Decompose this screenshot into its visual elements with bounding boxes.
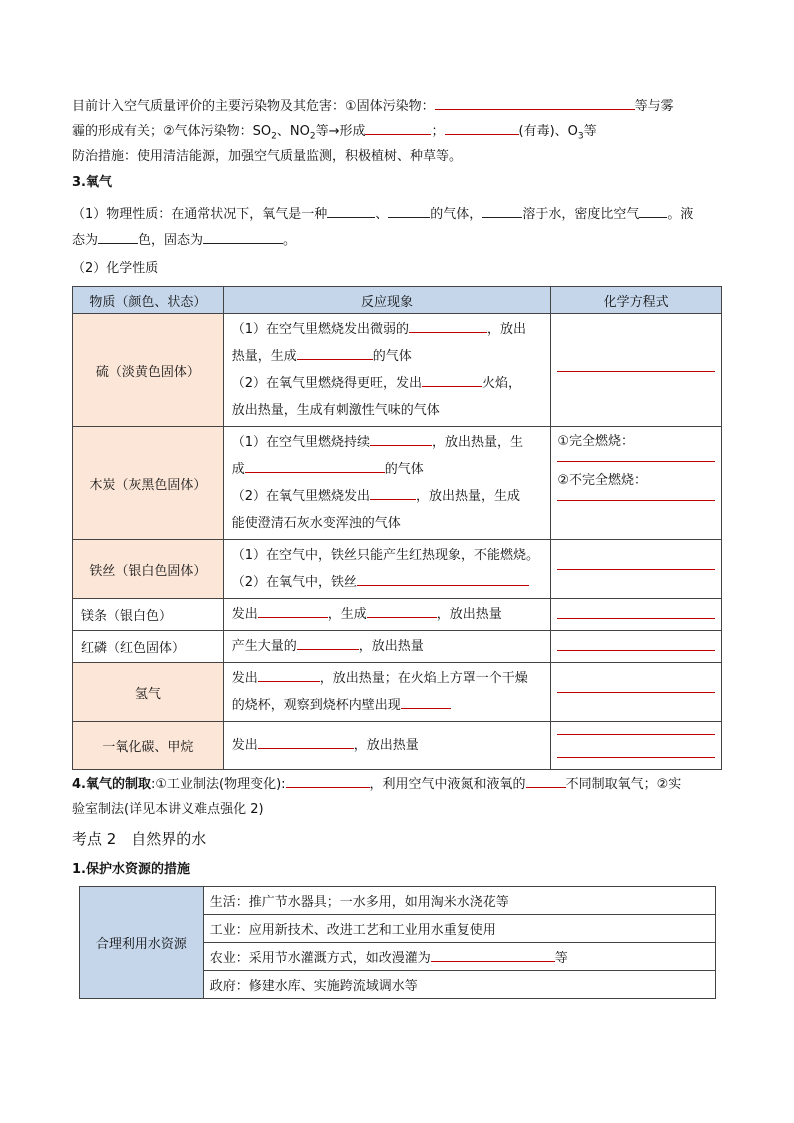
equation-phosphorus (551, 631, 722, 663)
table-row (73, 427, 722, 540)
phenomenon-charcoal (223, 427, 551, 540)
equation-hydrogen (551, 663, 722, 722)
intro-line-3: 防治措施：使用清洁能源，加强空气质量监测，积极植树、种草等。 (72, 149, 463, 164)
blank[interactable] (409, 318, 487, 333)
text: ，利用空气中液氮和液氧的 (369, 777, 526, 792)
text: 的烧杯，观察到烧杯内壁出现 (231, 698, 401, 713)
text: ，放出 (486, 322, 526, 337)
equation-co-methane (551, 722, 722, 770)
water-row-life: 生活：推广节水器具；一水多用，如用淘米水浇花等 (203, 887, 715, 915)
blank[interactable] (431, 947, 555, 962)
text: （1）在空气里燃烧持续 (231, 435, 370, 450)
preparation-line-2: 验室制法(详见本讲义难点强化 2) (72, 802, 264, 817)
text: ，放出热量，生成 (415, 489, 520, 504)
blank[interactable] (401, 694, 451, 709)
text: ，放出热量，生 (431, 435, 523, 450)
heading-text: 1.保护水资源的措施 (72, 862, 190, 877)
substance-co-methane: 一氧化碳、甲烷 (73, 722, 224, 770)
text: 态为 (72, 233, 99, 248)
substance-hydrogen: 氢气 (73, 663, 224, 722)
physical-line-2 (72, 229, 722, 252)
text: （2）在氧气里燃烧发出 (231, 489, 370, 504)
text: 的气体 (384, 462, 424, 477)
equation-charcoal (551, 427, 722, 540)
blank[interactable] (258, 734, 354, 749)
text: （1）物理性质：在通常状况下，氧气是一种 (72, 207, 328, 222)
intro-text: 、NO (276, 124, 310, 139)
text: ，放出热量 (353, 738, 419, 753)
equation-blank[interactable] (557, 734, 715, 735)
text: 色，固态为 (138, 233, 204, 248)
text: ，放出热量；在火焰上方罩一个干燥 (319, 671, 528, 686)
text: （2）在氧气里燃烧得更旺，发出 (231, 376, 422, 391)
preparation-line-1 (72, 773, 722, 796)
text: ②不完全燃烧： (557, 473, 647, 488)
intro-text: ； (431, 124, 445, 139)
phenomenon-magnesium (223, 599, 551, 631)
intro-text: 等→形成 (315, 124, 366, 139)
text: （1）在空气中，铁丝只能产生红热现象，不能燃烧。 (231, 548, 539, 563)
text: ①完全燃烧： (557, 434, 634, 449)
text: ，放出热量 (436, 607, 502, 622)
blank[interactable] (297, 345, 373, 360)
blank[interactable] (327, 203, 375, 218)
intro-text: (有毒)、O (518, 124, 578, 139)
substance-sulfur: 硫（淡黄色固体） (73, 314, 224, 427)
water-row-government: 政府：修建水库、实施跨流域调水等 (203, 971, 715, 999)
text: 。 (283, 233, 297, 248)
phenomenon-hydrogen (223, 663, 551, 722)
text: 发出 (231, 738, 258, 753)
water-row-agriculture (203, 943, 715, 971)
water-measures-table (79, 886, 716, 999)
intro-text: 目前计入空气质量评价的主要污染物及其危害：①固体污染物： (72, 99, 435, 114)
text: 放出热量，生成有刺激性气味的气体 (231, 403, 440, 418)
intro-line-1 (72, 95, 722, 118)
equation-blank[interactable] (557, 569, 715, 570)
blank[interactable] (286, 773, 370, 788)
blank[interactable] (258, 667, 320, 682)
header-phenomenon: 反应现象 (223, 287, 551, 314)
table-row (73, 631, 722, 663)
table-row (80, 887, 716, 915)
table-header-row (73, 287, 722, 314)
subscript: 2 (271, 131, 277, 142)
chemical-properties-table (72, 286, 722, 770)
text: 等 (554, 951, 568, 966)
text: 溶于水，密度比空气 (522, 207, 640, 222)
blank[interactable] (367, 603, 437, 618)
physical-line-1 (72, 203, 722, 226)
header-substance: 物质（颜色、状态） (73, 287, 224, 314)
blank[interactable] (98, 229, 138, 244)
text: :①工业制法(物理变化): (150, 777, 286, 792)
equation-blank[interactable] (557, 757, 715, 758)
text: （2）在氧气中，铁丝 (231, 575, 357, 590)
blank[interactable] (526, 773, 566, 788)
text: 发出 (231, 671, 258, 686)
blank[interactable] (365, 120, 431, 135)
text: 、 (375, 207, 389, 222)
substance-phosphorus: 红磷（红色固体） (73, 631, 224, 663)
equation-magnesium (551, 599, 722, 631)
intro-text: 等与雾 (634, 99, 674, 114)
blank[interactable] (639, 203, 667, 218)
blank[interactable] (357, 571, 529, 586)
blank[interactable] (388, 203, 430, 218)
blank[interactable] (435, 95, 635, 110)
equation-sulfur (551, 314, 722, 427)
water-row-industry: 工业：应用新技术、改进工艺和工业用水重复使用 (203, 915, 715, 943)
phenomenon-phosphorus (223, 631, 551, 663)
section2-title: 考点 2 自然界的水 (72, 830, 207, 848)
table-row (73, 663, 722, 722)
substance-charcoal: 木炭（灰黑色固体） (73, 427, 224, 540)
text: 不同制取氧气；②实 (565, 777, 682, 792)
blank[interactable] (203, 229, 283, 244)
substance-iron: 铁丝（银白色固体） (73, 540, 224, 599)
blank[interactable] (482, 203, 522, 218)
table-row (73, 722, 722, 770)
water-label: 合理利用水资源 (80, 887, 204, 999)
text: 农业：采用节水灌溉方式，如改漫灌为 (209, 951, 431, 966)
text: ，生成 (327, 607, 367, 622)
text: 火焰， (481, 376, 521, 391)
oxygen-heading (72, 172, 722, 194)
phenomenon-co-methane (223, 722, 551, 770)
table-row (73, 540, 722, 599)
blank[interactable] (422, 372, 482, 387)
equation-blank[interactable] (557, 618, 715, 619)
text: 发出 (231, 607, 258, 622)
blank[interactable] (445, 120, 519, 135)
subscript: 2 (309, 131, 316, 142)
text: 。液 (667, 207, 694, 222)
equation-blank[interactable] (557, 650, 715, 651)
phenomenon-sulfur (223, 314, 551, 427)
heading-text: 3.氧气 (72, 175, 112, 190)
text: 能使澄清石灰水变浑浊的气体 (231, 516, 401, 531)
table-row (73, 599, 722, 631)
water-heading (72, 859, 722, 881)
equation-iron (551, 540, 722, 599)
text: ，放出热量 (358, 639, 424, 654)
table-row (73, 314, 722, 427)
header-equation: 化学方程式 (551, 287, 722, 314)
blank[interactable] (370, 485, 416, 500)
text: 成 (231, 462, 245, 477)
equation-blank[interactable] (557, 692, 715, 693)
substance-magnesium: 镁条（银白色） (73, 599, 224, 631)
blank[interactable] (370, 431, 432, 446)
text: 的气体 (372, 349, 412, 364)
heading-text: 4.氧气的制取 (72, 777, 151, 792)
equation-blank[interactable] (557, 371, 715, 372)
intro-text: 霾的形成有关；②气体污染物：SO (72, 124, 272, 139)
text: （1）在空气里燃烧发出微弱的 (231, 322, 409, 337)
equation-blank[interactable] (557, 461, 715, 462)
intro-line-2 (72, 120, 722, 148)
subscript: 3 (577, 131, 584, 142)
intro-text: 等 (583, 124, 597, 139)
phenomenon-iron (223, 540, 551, 599)
blank[interactable] (245, 458, 385, 473)
equation-blank[interactable] (557, 500, 715, 501)
text: 热量，生成 (231, 349, 297, 364)
blank[interactable] (258, 603, 328, 618)
blank[interactable] (297, 635, 359, 650)
text: 的气体， (430, 207, 483, 222)
chemical-heading: （2）化学性质 (72, 261, 159, 276)
text: 产生大量的 (231, 639, 297, 654)
